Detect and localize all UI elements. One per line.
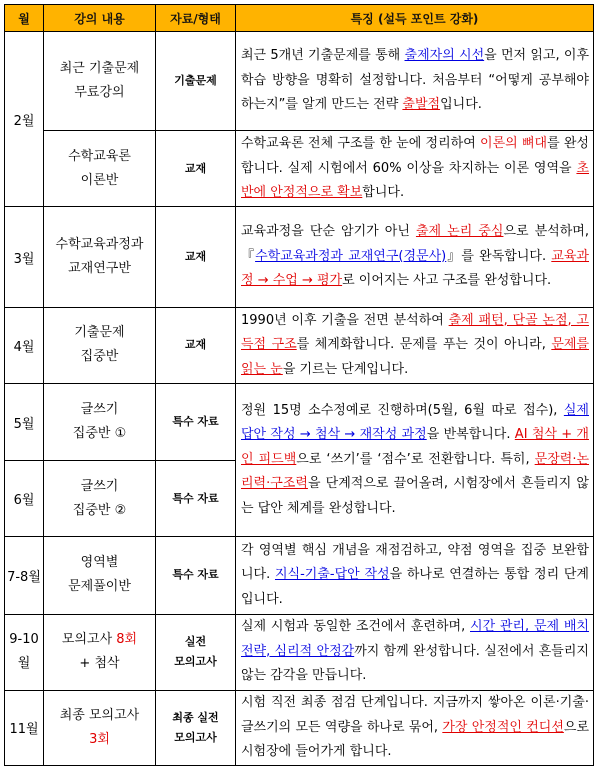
format-cell bbox=[156, 690, 236, 765]
course-cell bbox=[44, 207, 156, 307]
desc-text: 1990년 이후 기출을 전면 분석하여 bbox=[241, 312, 449, 328]
header-row bbox=[5, 5, 594, 32]
course-cell bbox=[44, 307, 156, 383]
desc-highlight: 출제자의 시선 bbox=[404, 48, 485, 64]
curriculum-table-wrapper bbox=[4, 4, 593, 766]
course-line: 이론반 bbox=[80, 172, 119, 188]
desc-highlight: 초반에 안정적으로 확보 bbox=[241, 160, 589, 201]
table-row bbox=[5, 307, 594, 383]
desc-highlight: 수학교육과정과 교재연구(경문사) bbox=[255, 248, 447, 264]
course-count: 8회 bbox=[116, 632, 138, 648]
desc-text: 까지 함께 완성합니다. 실전에서 흔들리지 않는 감각을 만듭니다. bbox=[241, 643, 589, 684]
table-row bbox=[5, 32, 594, 131]
format-cell: 교재 bbox=[156, 307, 236, 383]
month-cell: 5월 bbox=[5, 383, 44, 460]
month-cell: 7-8월 bbox=[5, 537, 44, 614]
format-cell: 특수 자료 bbox=[156, 461, 236, 537]
format-cell: 교재 bbox=[156, 207, 236, 307]
course-line: 무료강의 bbox=[74, 85, 125, 101]
month-cell: 4월 bbox=[5, 307, 44, 383]
header-month: 월 bbox=[5, 5, 44, 32]
desc-text: 으로 분석하며, 『 bbox=[241, 224, 589, 264]
course-cell bbox=[44, 32, 156, 131]
desc-highlight: 이론의 뼈대 bbox=[480, 136, 548, 152]
format-line: 실전 bbox=[184, 635, 207, 649]
month-line: 9-10 bbox=[9, 632, 39, 648]
course-line bbox=[44, 628, 155, 652]
curriculum-table bbox=[4, 4, 594, 766]
table-row bbox=[5, 131, 594, 207]
desc-text: 정원 15명 소수정예로 진행하며(5월, 6월 따로 접수), bbox=[241, 402, 564, 418]
description-cell bbox=[236, 383, 594, 536]
desc-text: 실제 시험과 동일한 조건에서 훈련하며, bbox=[241, 619, 471, 635]
header-content: 강의 내용 bbox=[44, 5, 156, 32]
desc-highlight: 출제 논리 중심 bbox=[415, 224, 504, 240]
course-cell bbox=[44, 461, 156, 537]
table-row bbox=[5, 614, 594, 690]
format-line: 모의고사 bbox=[174, 655, 217, 669]
desc-highlight: 가장 안정적인 컨디션 bbox=[442, 719, 564, 735]
desc-highlight: 시간 관리, 문제 배치 전략, 심리적 안정감 bbox=[241, 619, 589, 659]
course-line: 글쓰기 bbox=[80, 478, 119, 494]
desc-text: 를 체계화합니다. 문제를 푸는 것이 아니라, bbox=[296, 337, 552, 353]
month-cell: 2월 bbox=[5, 32, 44, 207]
desc-text: 으로 ‘쓰기’를 ‘점수’로 전환합니다. 특히, bbox=[296, 451, 535, 467]
desc-text: 시험 직전 최종 점검 단계입니다. 지금까지 쌓아온 이론·기출·글쓰기의 모든 역량을 하나로 묶어, bbox=[241, 695, 589, 735]
desc-text: 으로 시험장에 들어가게 합니다. bbox=[241, 719, 590, 760]
course-line: 글쓰기 bbox=[80, 402, 119, 418]
desc-text: 로 이어지는 사고 구조를 완성합니다. bbox=[342, 273, 552, 289]
description-cell bbox=[236, 32, 594, 131]
format-cell bbox=[156, 614, 236, 690]
desc-text: 최근 5개년 기출문제를 통해 bbox=[241, 48, 405, 64]
desc-text: 교육과정을 단순 암기가 아닌 bbox=[241, 224, 416, 240]
format-cell: 특수 자료 bbox=[156, 383, 236, 460]
desc-text: 을 단계적으로 끌어올려, 시험장에서 흔들리지 않는 답안 체계를 완성합니다. bbox=[241, 476, 589, 516]
table-row bbox=[5, 690, 594, 765]
desc-highlight: AI 첨삭 + 개인 피드백 bbox=[241, 427, 589, 467]
month-cell: 6월 bbox=[5, 461, 44, 537]
course-line: 기출문제 bbox=[74, 325, 125, 341]
format-cell: 특수 자료 bbox=[156, 537, 236, 614]
month-cell bbox=[5, 614, 44, 690]
desc-text: 수학교육론 전체 구조를 한 눈에 정리하여 bbox=[241, 136, 481, 152]
course-line: + 첨삭 bbox=[79, 656, 120, 672]
description-cell bbox=[236, 614, 594, 690]
header-features: 특징 (설득 포인트 강화) bbox=[236, 5, 594, 32]
desc-text: 입니다. bbox=[440, 97, 482, 113]
course-line: 영역별 bbox=[80, 555, 119, 571]
course-line: 최근 기출문제 bbox=[59, 61, 140, 77]
course-line: 집중반 ② bbox=[72, 502, 127, 518]
course-line: 수학교육론 bbox=[68, 148, 131, 164]
desc-highlight: 문제를 읽는 눈 bbox=[241, 337, 590, 377]
desc-highlight: 지식-기출-답안 작성 bbox=[274, 567, 390, 583]
desc-highlight: 출제 패턴, 단골 논점, 고득점 구조 bbox=[241, 312, 589, 353]
format-line: 모의고사 bbox=[174, 730, 217, 744]
course-line: 문제풀이반 bbox=[68, 579, 131, 595]
table-row bbox=[5, 383, 594, 460]
desc-text: 』를 완독합니다. bbox=[446, 248, 552, 264]
course-line: 3회 bbox=[89, 731, 110, 747]
course-line: 집중반 bbox=[80, 349, 119, 365]
desc-text: 를 완성합니다. 실제 시험에서 60% 이상을 차지하는 이론 영역을 bbox=[241, 136, 589, 176]
desc-highlight: 문장력·논리력·구조력 bbox=[241, 451, 590, 492]
course-line: 최종 모의고사 bbox=[59, 707, 140, 723]
course-cell bbox=[44, 131, 156, 207]
month-cell: 3월 bbox=[5, 207, 44, 307]
course-cell bbox=[44, 537, 156, 614]
desc-highlight: 교육과정 → 수업 → 평가 bbox=[241, 248, 589, 289]
description-cell bbox=[236, 307, 594, 383]
desc-text: 합니다. bbox=[362, 185, 405, 201]
description-cell bbox=[236, 690, 594, 765]
month-line: 월 bbox=[17, 656, 31, 672]
course-text: 모의고사 bbox=[61, 632, 117, 648]
description-cell bbox=[236, 207, 594, 307]
course-cell bbox=[44, 690, 156, 765]
format-line: 최종 실전 bbox=[172, 710, 219, 724]
header-format: 자료/형태 bbox=[156, 5, 236, 32]
course-line: 집중반 ① bbox=[72, 426, 127, 442]
course-cell bbox=[44, 383, 156, 460]
desc-highlight: 실제 답안 작성 → 첨삭 → 재작성 과정 bbox=[241, 402, 589, 443]
desc-text: 각 영역별 핵심 개념을 재점검하고, 약점 영역을 집중 보완합니다. bbox=[241, 542, 589, 583]
table-row bbox=[5, 207, 594, 307]
course-line: 교재연구반 bbox=[68, 261, 131, 277]
desc-text: 을 먼저 읽고, 이후 학습 방향을 명확히 설정합니다. 처음부터 “어떻게 공부해야 하는지”를 알게 만드는 전략 bbox=[241, 48, 589, 113]
description-cell bbox=[236, 131, 594, 207]
description-cell bbox=[236, 537, 594, 614]
format-cell: 기출문제 bbox=[156, 32, 236, 131]
course-line: 수학교육과정과 bbox=[55, 237, 144, 253]
month-cell: 11월 bbox=[5, 690, 44, 765]
table-row bbox=[5, 537, 594, 614]
desc-text: 을 기르는 단계입니다. bbox=[282, 361, 409, 377]
desc-text: 을 하나로 연결하는 통합 정리 단계입니다. bbox=[241, 567, 589, 607]
desc-highlight: 출발점 bbox=[402, 97, 441, 113]
format-cell: 교재 bbox=[156, 131, 236, 207]
course-cell bbox=[44, 614, 156, 690]
desc-text: 을 반복합니다. bbox=[426, 427, 515, 443]
